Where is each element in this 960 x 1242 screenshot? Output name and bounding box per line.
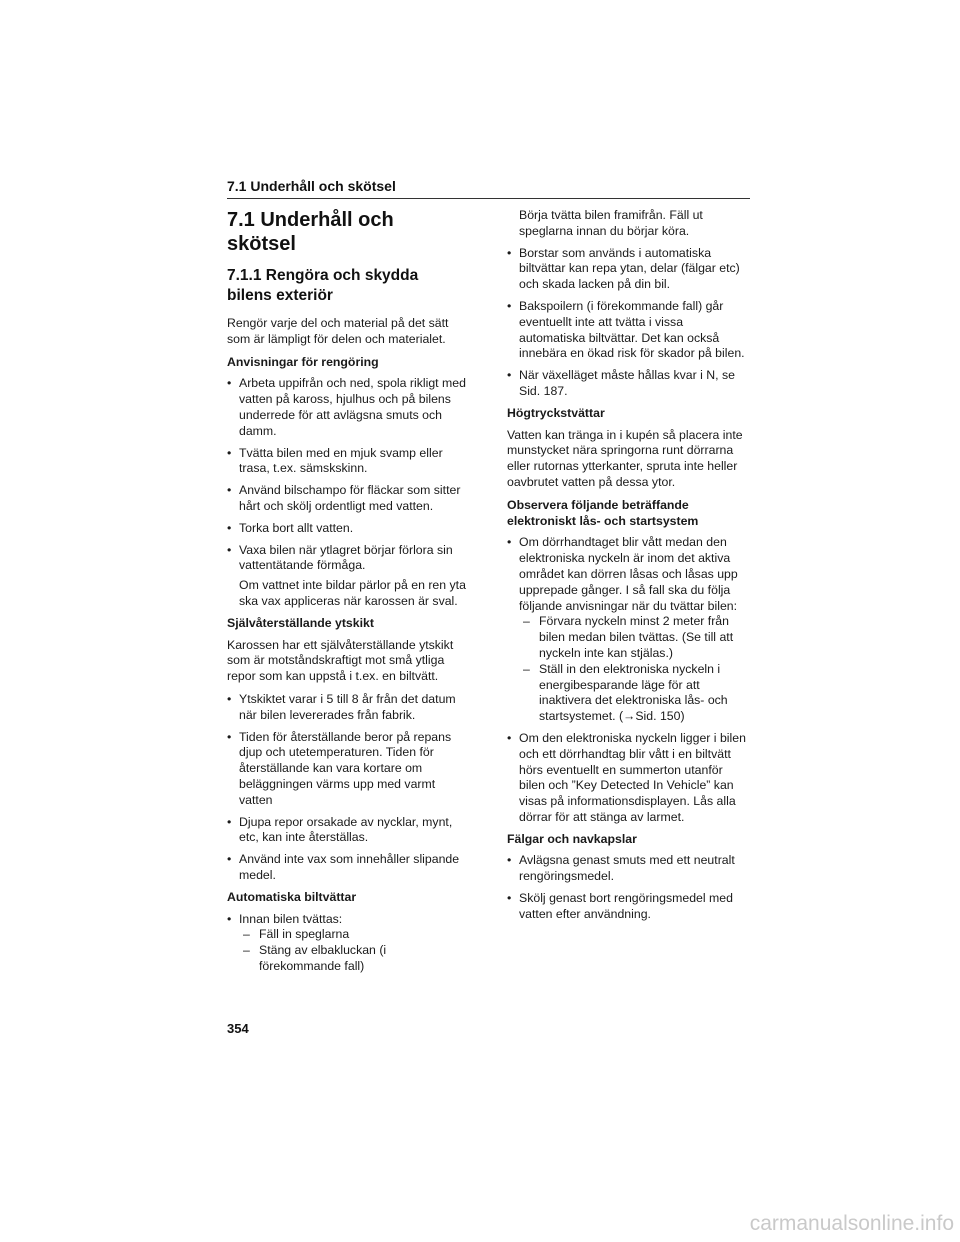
list-item: • Arbeta uppifrån och ned, spola rikligt med vatten på kaross, hjulhus och på bilens underrede för att avlägsna smuts och damm.: [227, 376, 467, 439]
keyless-list: [507, 535, 747, 825]
intro-paragraph: Rengör varje del och material på det sätt som är lämpligt för delen och materialet.: [227, 316, 449, 346]
list-item: • Avlägsna genast smuts med ett neutralt rengöringsmedel.: [507, 853, 747, 885]
list-item: • Tvätta bilen med en mjuk svamp eller trasa, t.ex. sämskskinn.: [227, 446, 467, 478]
list-item: • Borstar som används i automatiska biltvättar kan repa ytan, delar (fälgar etc) och skada lacken på din bil.: [507, 246, 747, 293]
running-head: 7.1 Underhåll och skötsel: [227, 178, 750, 199]
self-healing-heading: Självåterställande ytskikt: [227, 615, 374, 630]
wheels-list: [507, 853, 747, 922]
keyless-heading: Observera följande beträffande elektroniskt lås- och startsystem: [507, 497, 699, 528]
sub-list-item: – Fäll in speglarna: [243, 927, 467, 943]
auto-wash-heading: Automatiska biltvättar: [227, 889, 357, 904]
list-item: • Vaxa bilen när ytlagret börjar förlora sin vattentätande förmåga. Om vattnet inte bildar pärlor på en ren yta ska vax appliceras när karossen är sval.: [227, 543, 467, 610]
list-item: • Skölj genast bort rengöringsmedel med vatten efter användning.: [507, 891, 747, 923]
keyless-sublist: [519, 614, 747, 725]
page-number: 354: [227, 1021, 249, 1036]
list-item: • Torka bort allt vatten.: [227, 521, 467, 537]
sub-list-item: – Förvara nyckeln minst 2 meter från bilen medan bilen tvättas. (Se till att nyckeln inte kan stjälas.): [523, 614, 747, 661]
list-item: • Använd bilschampo för fläckar som sitter hårt och skölj ordentligt med vatten.: [227, 483, 467, 515]
list-item: • När växelläget måste hållas kvar i N, se Sid. 187.: [507, 368, 747, 400]
wheels-heading: Fälgar och navkapslar: [507, 831, 637, 846]
list-item: • Om dörrhandtaget blir vått medan den elektroniska nyckeln är inom det aktiva området kan dörren låsas och låsas upp upprepade gånger. I så fall ska du följa följande anvisningar när du tvättar bilen: – Förvara nyckeln minst 2 meter från bilen medan bilen tvättas. (Se till att nyckeln inte kan stjälas.) – Ställ in den elektroniska nyckeln i energibesparande läge för att inaktivera det elektroniska lås- och startsystemet. (→Sid. 150): [507, 535, 747, 725]
auto-wash-continuation: Börja tvätta bilen framifrån. Fäll ut speglarna innan du börjar köra.: [519, 208, 703, 238]
list-item: • Djupa repor orsakade av nycklar, mynt, etc, kan inte återställas.: [227, 815, 467, 847]
right-column: [507, 208, 747, 929]
list-item: • Ytskiktet varar i 5 till 8 år från det datum när bilen levererades från fabrik.: [227, 692, 467, 724]
high-pressure-heading: Högtryckstvättar: [507, 405, 605, 420]
list-item: • Innan bilen tvättas: – Fäll in speglarna – Stäng av elbakluckan (i förekommande fall): [227, 912, 467, 975]
wax-note: Om vattnet inte bildar pärlor på en ren yta ska vax appliceras när karossen är sval.: [239, 578, 466, 608]
list-item: • Använd inte vax som innehåller slipande medel.: [227, 852, 467, 884]
watermark: carmanualsonline.info: [749, 1212, 954, 1235]
self-healing-text: Karossen har ett självåterställande ytskikt som är motståndskraftigt mot små ytliga repor som kan uppstå i t.ex. en biltvätt.: [227, 637, 454, 684]
section-title: 7.1.1 Rengöra och skydda bilens exteriör: [227, 267, 419, 304]
list-item: • Bakspoilern (i förekommande fall) går eventuellt inte att tvätta i vissa automatiska biltvättar. Det kan också innebära en ökad risk för skador på bilen.: [507, 299, 747, 362]
chapter-title: 7.1 Underhåll och skötsel: [227, 209, 394, 255]
left-column: [227, 208, 467, 981]
cleaning-heading: Anvisningar för rengöring: [227, 354, 379, 369]
auto-wash-list-cont: [507, 246, 747, 400]
list-item: • Om den elektroniska nyckeln ligger i bilen och ett dörrhandtag blir vått i en biltvätt hörs eventuellt en summerton utanför bilen och ”Key Detected In Vehicle” kan visas på informationsdisplayen. Lås alla dörrar för att stänga av larmet.: [507, 731, 747, 826]
cleaning-list: [227, 376, 467, 609]
sub-list-item: – Ställ in den elektroniska nyckeln i energibesparande läge för att inaktivera det elektroniska lås- och startsystemet. (→Sid. 150): [523, 662, 747, 725]
auto-wash-sublist: [239, 927, 467, 974]
auto-wash-list: [227, 912, 467, 975]
sub-list-item: – Stäng av elbakluckan (i förekommande fall): [243, 943, 467, 975]
high-pressure-text: Vatten kan tränga in i kupén så placera inte munstycket nära springorna runt dörrarna eller rutornas ytterkanter, spruta inte heller oavbrutet vatten på dessa ytor.: [507, 427, 743, 489]
list-item: • Tiden för återställande beror på repans djup och utetemperaturen. Tiden för återställande kan vara kortare om beläggningen värms upp med varmt vatten: [227, 730, 467, 809]
self-healing-list: [227, 692, 467, 884]
